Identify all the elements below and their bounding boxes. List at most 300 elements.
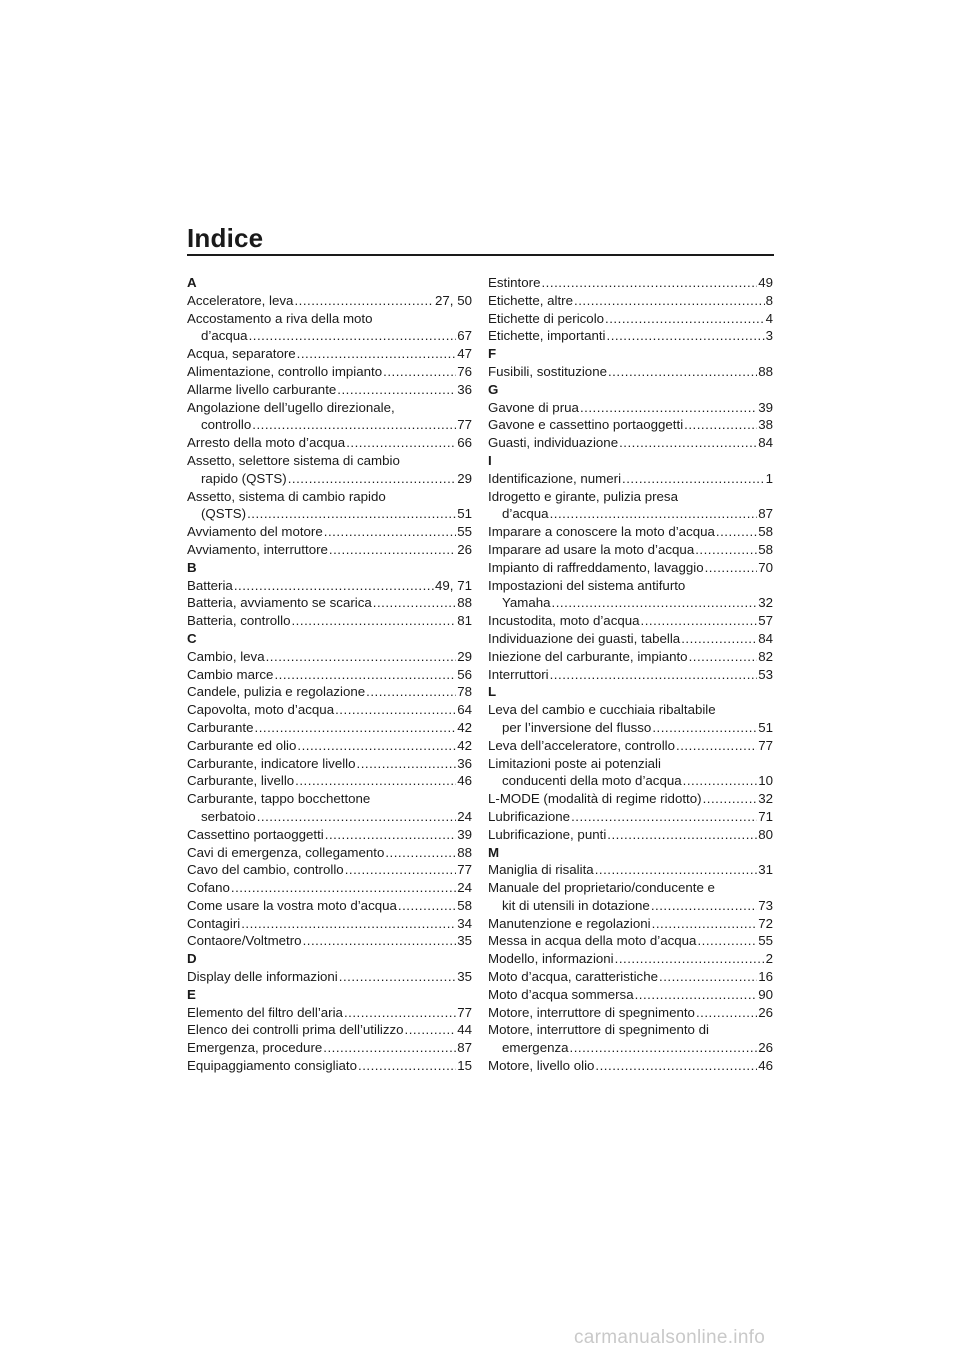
index-page-number: 4: [765, 310, 773, 326]
index-entry-label: kit di utensili in dotazione: [502, 897, 650, 913]
index-page-number: 55: [758, 933, 773, 949]
index-entry-label: Iniezione del carburante, impianto: [488, 648, 688, 664]
index-entry: [488, 505, 773, 523]
index-entry-label: Elenco dei controlli prima dell’utilizzo: [187, 1022, 404, 1038]
dot-leader: [297, 345, 457, 363]
dot-leader: [696, 1004, 757, 1022]
index-entry-label: Moto d’acqua sommersa: [488, 986, 634, 1002]
index-entry-label: Motore, livello olio: [488, 1058, 595, 1074]
dot-leader: [358, 1057, 456, 1075]
index-entry: [187, 345, 472, 363]
dot-leader: [247, 505, 456, 523]
index-entry-label: Batteria: [187, 577, 233, 593]
index-page-number: 49: [758, 275, 773, 290]
index-letter-heading: I: [488, 452, 492, 468]
index-page-number: 55: [457, 524, 472, 540]
index-letter-heading: G: [488, 381, 499, 397]
index-entry: [187, 932, 472, 950]
dot-leader: [550, 505, 758, 523]
dot-leader: [257, 808, 457, 826]
index-entry: [488, 808, 773, 826]
index-entry: [187, 523, 472, 541]
dot-leader: [571, 808, 757, 826]
dot-leader: [703, 790, 758, 808]
index-page-number: 39: [457, 826, 472, 842]
index-page-number: 24: [457, 808, 472, 824]
index-entry-label: Cambio marce: [187, 666, 274, 682]
dot-leader: [398, 897, 456, 915]
index-letter-heading: A: [187, 275, 197, 290]
dot-leader: [366, 683, 456, 701]
dot-leader: [605, 310, 765, 328]
index-entry: [488, 612, 773, 630]
index-entry-label: d’acqua: [201, 328, 248, 344]
index-page-number: 46: [758, 1058, 773, 1074]
index-entry: [488, 523, 773, 541]
index-entry-text: Motore, interruttore di spegnimento di: [488, 1022, 709, 1038]
dot-leader: [635, 986, 758, 1004]
index-entry-label: Allarme livello carburante: [187, 381, 337, 397]
dot-leader: [324, 523, 456, 541]
index-page-number: 77: [457, 1004, 472, 1020]
index-entry-label: Carburante: [187, 719, 254, 735]
index-letter-heading: L: [488, 684, 497, 700]
dot-leader: [325, 826, 456, 844]
index-entry-label: d’acqua: [502, 506, 549, 522]
index-entry: [187, 505, 472, 523]
dot-leader: [550, 666, 758, 684]
dot-leader: [373, 594, 456, 612]
dot-leader: [580, 399, 757, 417]
index-page-number: 90: [758, 986, 773, 1002]
index-page-number: 36: [457, 755, 472, 771]
index-page-number: 27, 50: [435, 292, 472, 308]
index-entry: [187, 666, 472, 684]
index-page-number: 81: [457, 613, 472, 629]
dot-leader: [294, 292, 434, 310]
dot-leader: [357, 755, 457, 773]
index-entry: [187, 772, 472, 790]
index-page-number: 72: [758, 915, 773, 931]
index-entry: [187, 381, 472, 399]
dot-leader: [697, 932, 757, 950]
index-entry: [488, 470, 773, 488]
index-entry: [187, 1039, 472, 1057]
dot-leader: [323, 1039, 456, 1057]
page-title: Indice: [187, 223, 264, 253]
index-page-number: 51: [457, 506, 472, 522]
index-entry-text: Angolazione dell’ugello direzionale,: [187, 399, 395, 415]
index-entry: [488, 737, 773, 755]
index-entry: [187, 968, 472, 986]
index-entry: [488, 274, 773, 292]
dot-leader: [291, 612, 456, 630]
dot-leader: [335, 701, 456, 719]
index-page-number: 3: [765, 328, 773, 344]
index-entry: [187, 327, 472, 345]
index-entry-label: Avviamento, interruttore: [187, 541, 328, 557]
index-entry-label: Carburante, indicatore livello: [187, 755, 356, 771]
index-entry-label: Batteria, avviamento se scarica: [187, 595, 372, 611]
index-entry: [488, 541, 773, 559]
index-entry: [187, 701, 472, 719]
index-page-number: 84: [758, 630, 773, 646]
index-entry-label: Leva dell’acceleratore, controllo: [488, 737, 676, 753]
index-entry-label: L-MODE (modalità di regime ridotto): [488, 791, 702, 807]
index-entry: [187, 719, 472, 737]
index-page-number: 82: [758, 648, 773, 664]
dot-leader: [676, 737, 757, 755]
index-entry: [187, 683, 472, 701]
index-entry: [488, 950, 773, 968]
dot-leader: [652, 719, 757, 737]
index-page-number: 78: [457, 684, 472, 700]
index-entry-label: Lubrificazione, punti: [488, 826, 607, 842]
index-page-number: 26: [457, 541, 472, 557]
index-page-number: 24: [457, 880, 472, 896]
index-page-number: 58: [457, 897, 472, 913]
index-entry-text: Idrogetto e girante, pulizia presa: [488, 488, 678, 504]
index-entry: [187, 416, 472, 434]
dot-leader: [689, 648, 758, 666]
index-entry-label: Contagiri: [187, 915, 241, 931]
index-entry-label: Fusibili, sostituzione: [488, 363, 607, 379]
dot-leader: [252, 416, 456, 434]
index-entry: [187, 844, 472, 862]
index-page-number: 38: [758, 417, 773, 433]
index-entry: [187, 737, 472, 755]
index-page-number: 53: [758, 666, 773, 682]
index-entry: [187, 470, 472, 488]
index-page-number: 66: [457, 435, 472, 451]
dot-leader: [595, 1057, 757, 1075]
index-entry: [187, 292, 472, 310]
index-entry: [187, 594, 472, 612]
index-entry-label: Cofano: [187, 880, 230, 896]
dot-leader: [552, 594, 758, 612]
dot-leader: [339, 968, 456, 986]
index-column-right: [488, 274, 773, 1075]
index-page-number: 42: [457, 737, 472, 753]
index-entry-label: Estintore: [488, 275, 541, 290]
index-page-number: 29: [457, 470, 472, 486]
index-entry-label: Yamaha: [502, 595, 551, 611]
index-letter-heading: F: [488, 346, 497, 362]
dot-leader: [622, 470, 765, 488]
index-entry: [187, 1021, 472, 1039]
index-page-number: 15: [457, 1058, 472, 1074]
index-page-number: 42: [457, 719, 472, 735]
index-entry: [187, 861, 472, 879]
index-page-number: 84: [758, 435, 773, 451]
dot-leader: [234, 577, 434, 595]
index-entry-label: Emergenza, procedure: [187, 1040, 323, 1056]
index-entry-label: Alimentazione, controllo impianto: [187, 363, 383, 379]
index-entry: [488, 932, 773, 950]
index-page-number: 1: [765, 470, 773, 486]
index-page-number: 87: [457, 1040, 472, 1056]
index-entry-label: Acqua, separatore: [187, 346, 296, 362]
index-entry: [187, 434, 472, 452]
index-entry-label: Impianto di raffreddamento, lavaggio: [488, 559, 704, 575]
dot-leader: [595, 861, 758, 879]
index-page-number: 67: [457, 328, 472, 344]
index-entry-label: Moto d’acqua, caratteristiche: [488, 969, 658, 985]
index-entry: [187, 612, 472, 630]
index-entry-label: Modello, informazioni: [488, 951, 614, 967]
dot-leader: [619, 434, 757, 452]
index-entry: [488, 594, 773, 612]
dot-leader: [615, 950, 765, 968]
index-entry-label: Messa in acqua della moto d’acqua: [488, 933, 697, 949]
index-page-number: 77: [457, 417, 472, 433]
index-entry: [187, 897, 472, 915]
dot-leader: [683, 772, 758, 790]
index-entry: [187, 1057, 472, 1075]
index-entry: [488, 1004, 773, 1022]
index-page-number: 56: [457, 666, 472, 682]
dot-leader: [659, 968, 757, 986]
index-entry-label: Etichette, importanti: [488, 328, 606, 344]
dot-leader: [255, 719, 457, 737]
index-entry-label: Etichette, altre: [488, 292, 573, 308]
index-entry: [488, 434, 773, 452]
index-entry: [488, 826, 773, 844]
dot-leader: [716, 523, 757, 541]
index-entry-label: Guasti, individuazione: [488, 435, 619, 451]
index-entry: [488, 861, 773, 879]
index-entry-label: rapido (QSTS): [201, 470, 287, 486]
index-entry: [488, 292, 773, 310]
index-entry-label: Incustodita, moto d’acqua: [488, 613, 640, 629]
index-entry-label: Etichette di pericolo: [488, 310, 605, 326]
dot-leader: [345, 861, 457, 879]
index-entry: [488, 327, 773, 345]
index-page-number: 49, 71: [435, 577, 472, 593]
index-letter-heading: E: [187, 986, 196, 1002]
index-entry-text: Accostamento a riva della moto: [187, 310, 373, 326]
index-entry: [187, 648, 472, 666]
index-entry: [187, 879, 472, 897]
index-page-number: 51: [758, 719, 773, 735]
index-page-number: 57: [758, 613, 773, 629]
index-entry-label: Imparare ad usare la moto d’acqua: [488, 541, 695, 557]
index-entry-label: Lubrificazione: [488, 808, 571, 824]
index-entry-label: Carburante ed olio: [187, 737, 297, 753]
index-page-number: 47: [457, 346, 472, 362]
index-entry: [488, 310, 773, 328]
index-page-number: 29: [457, 648, 472, 664]
index-entry-label: Cavo del cambio, controllo: [187, 862, 344, 878]
dot-leader: [329, 541, 456, 559]
index-column-left: [187, 274, 472, 1075]
dot-leader: [405, 1021, 457, 1039]
dot-leader: [570, 1039, 758, 1057]
index-entry-text: Manuale del proprietario/conducente e: [488, 880, 715, 896]
index-entry: [488, 648, 773, 666]
index-entry-label: Contaore/Voltmetro: [187, 933, 302, 949]
dot-leader: [346, 434, 456, 452]
dot-leader: [684, 416, 757, 434]
dot-leader: [295, 772, 456, 790]
index-entry-label: Individuazione dei guasti, tabella: [488, 630, 681, 646]
watermark: carmanualsonline.info: [574, 1327, 766, 1348]
dot-leader: [297, 737, 456, 755]
index-entry: [187, 577, 472, 595]
index-entry-label: Maniglia di risalita: [488, 862, 594, 878]
index-page-number: 58: [758, 524, 773, 540]
index-entry: [488, 968, 773, 986]
index-entry: [488, 790, 773, 808]
index-page-number: 31: [758, 862, 773, 878]
dot-leader: [231, 879, 456, 897]
dot-leader: [607, 826, 757, 844]
index-entry: [187, 755, 472, 773]
index-entry-label: (QSTS): [201, 506, 247, 522]
index-entry: [488, 630, 773, 648]
index-page-number: 26: [758, 1040, 773, 1056]
dot-leader: [652, 915, 758, 933]
index-entry-label: controllo: [201, 417, 252, 433]
index-page-number: 88: [457, 595, 472, 611]
dot-leader: [303, 932, 457, 950]
dot-leader: [241, 915, 456, 933]
index-entry: [488, 986, 773, 1004]
index-entry: [187, 808, 472, 826]
index-entry-label: serbatoio: [201, 808, 256, 824]
index-entry: [488, 897, 773, 915]
index-page-number: 8: [765, 292, 773, 308]
index-entry-label: Motore, interruttore di spegnimento: [488, 1004, 695, 1020]
index-entry: [488, 772, 773, 790]
index-entry-label: Cavi di emergenza, collegamento: [187, 844, 385, 860]
dot-leader: [337, 381, 456, 399]
index-entry-label: Candele, pulizia e regolazione: [187, 684, 366, 700]
index-entry-label: per l’inversione del flusso: [502, 719, 652, 735]
index-page-number: 77: [758, 737, 773, 753]
index-page-number: 35: [457, 933, 472, 949]
index-page-number: 71: [758, 808, 773, 824]
index-entry: [187, 915, 472, 933]
dot-leader: [249, 327, 457, 345]
index-entry-label: Come usare la vostra moto d’acqua: [187, 897, 397, 913]
index-page-number: 32: [758, 791, 773, 807]
index-page-number: 88: [758, 363, 773, 379]
index-entry-label: Carburante, livello: [187, 773, 295, 789]
index-entry: [488, 1039, 773, 1057]
index-entry: [488, 399, 773, 417]
index-entry: [187, 826, 472, 844]
index-page-number: 16: [758, 969, 773, 985]
index-entry: [187, 541, 472, 559]
index-entry-label: Elemento del filtro dell’aria: [187, 1004, 343, 1020]
index-page-number: 32: [758, 595, 773, 611]
title-rule: [187, 254, 774, 256]
index-page-number: 80: [758, 826, 773, 842]
index-page-number: 88: [457, 844, 472, 860]
dot-leader: [344, 1004, 456, 1022]
index-page-number: 46: [457, 773, 472, 789]
index-page-number: 58: [758, 541, 773, 557]
dot-leader: [681, 630, 757, 648]
index-entry-label: Gavone e cassettino portaoggetti: [488, 417, 684, 433]
index-letter-heading: C: [187, 630, 197, 646]
dot-leader: [651, 897, 757, 915]
dot-leader: [705, 559, 758, 577]
index-letter-heading: D: [187, 951, 197, 967]
index-entry-text: Carburante, tappo bocchettone: [187, 791, 371, 807]
index-page-number: 64: [457, 702, 472, 718]
index-page-number: 2: [765, 951, 773, 967]
index-entry: [187, 363, 472, 381]
dot-leader: [695, 541, 757, 559]
index-letter-heading: M: [488, 844, 500, 860]
index-entry-label: Gavone di prua: [488, 399, 579, 415]
dot-leader: [608, 363, 757, 381]
index-entry-label: Cambio, leva: [187, 648, 265, 664]
index-entry: [488, 559, 773, 577]
index-page-number: 77: [457, 862, 472, 878]
index-entry: [488, 363, 773, 381]
dot-leader: [383, 363, 456, 381]
index-entry-label: conducenti della moto d’acqua: [502, 773, 682, 789]
index-page-number: 44: [457, 1022, 472, 1038]
index-page-number: 35: [457, 969, 472, 985]
index-entry: [488, 1057, 773, 1075]
dot-leader: [607, 327, 765, 345]
dot-leader: [541, 274, 757, 292]
index-entry-text: Limitazioni poste ai potenziali: [488, 755, 661, 771]
index-entry-text: Assetto, sistema di cambio rapido: [187, 488, 386, 504]
index-entry-label: Identificazione, numeri: [488, 470, 622, 486]
index-page-number: 73: [758, 897, 773, 913]
index-page-number: 87: [758, 506, 773, 522]
dot-leader: [266, 648, 457, 666]
index-page-number: 10: [758, 773, 773, 789]
index-entry-label: Capovolta, moto d’acqua: [187, 702, 335, 718]
index-entry-label: Arresto della moto d’acqua: [187, 435, 346, 451]
dot-leader: [385, 844, 456, 862]
index-entry-label: Imparare a conoscere la moto d’acqua: [488, 524, 715, 540]
index-entry-label: Display delle informazioni: [187, 969, 338, 985]
index-entry-label: Manutenzione e regolazioni: [488, 915, 651, 931]
index-page-number: 70: [758, 559, 773, 575]
dot-leader: [574, 292, 765, 310]
index-page-number: 39: [758, 399, 773, 415]
index-entry-label: Interruttori: [488, 666, 549, 682]
index-entry-label: Avviamento del motore: [187, 524, 323, 540]
index-entry-text: Impostazioni del sistema antifurto: [488, 577, 686, 593]
index-entry-label: Acceleratore, leva: [187, 292, 294, 308]
index-entry-label: emergenza: [502, 1040, 569, 1056]
index-page-number: 26: [758, 1004, 773, 1020]
index-entry-text: Assetto, selettore sistema di cambio: [187, 452, 400, 468]
index-letter-heading: B: [187, 559, 197, 575]
index-page-number: 36: [457, 381, 472, 397]
index-entry-label: Batteria, controllo: [187, 613, 291, 629]
dot-leader: [274, 666, 456, 684]
dot-leader: [641, 612, 758, 630]
index-entry: [488, 666, 773, 684]
index-entry: [187, 1004, 472, 1022]
dot-leader: [288, 470, 456, 488]
index-entry: [488, 915, 773, 933]
index-page-number: 34: [457, 915, 472, 931]
index-entry-label: Cassettino portaoggetti: [187, 826, 324, 842]
index-entry: [488, 416, 773, 434]
index-entry-label: Equipaggiamento consigliato: [187, 1058, 358, 1074]
index-page-number: 76: [457, 363, 472, 379]
